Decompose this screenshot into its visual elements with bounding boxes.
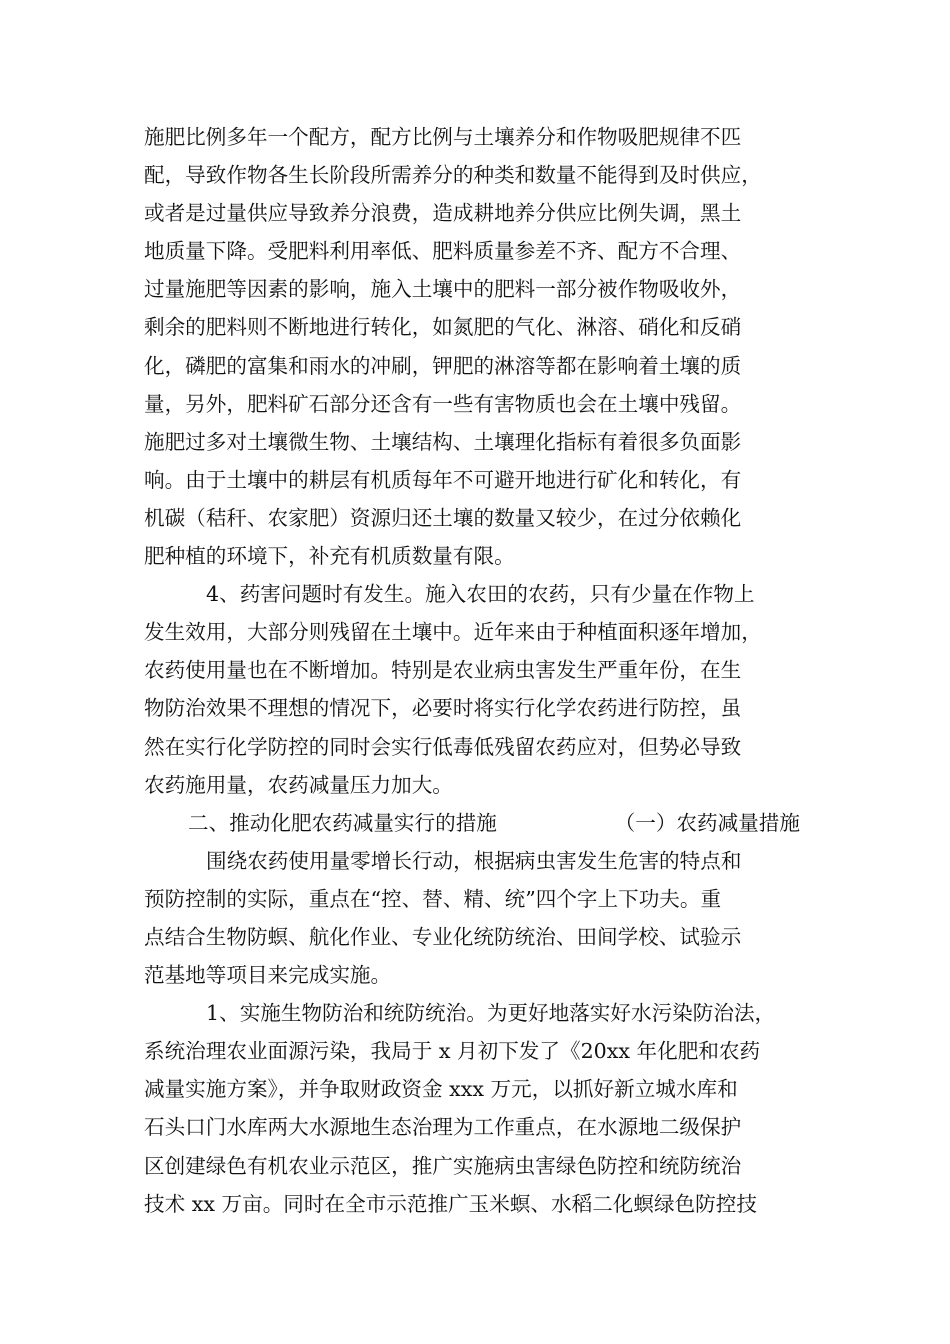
text-line: 然在实行化学防控的同时会实行低毒低残留农药应对，但势必导致 [144,734,742,759]
document-body [144,118,824,1223]
text-line: 量，另外，肥料矿石部分还含有一些有害物质也会在土壤中残留。 [144,391,742,416]
text-line: 点结合生物防螟、航化作业、专业化统防统治、田间学校、试验示 [144,924,742,949]
text-line: 物防治效果不理想的情况下，必要时将实行化学农药进行防控，虽 [144,696,742,721]
text-line: 施肥过多对土壤微生物、土壤结构、土壤理化指标有着很多负面影 [144,429,742,454]
text-line: 系统治理农业面源污染，我局于 x 月初下发了《20xx 年化肥和农药 [144,1039,761,1064]
section-heading-line [144,804,824,842]
text-line: 农药施用量，农药减量压力加大。 [144,772,453,797]
text-line: 机碳（秸秆、农家肥）资源归还土壤的数量又较少，在过分依赖化 [144,505,742,530]
text-line: 范基地等项目来完成实施。 [144,963,392,988]
text-line: 发生效用，大部分则残留在土壤中。近年来由于种植面积逐年增加， [144,620,762,645]
text-line: 技术 xx 万亩。同时在全市示范推广玉米螟、水稻二化螟绿色防控技 [144,1191,757,1216]
text-line: 或者是过量供应导致养分浪费，造成耕地养分供应比例失调，黑土 [144,201,742,226]
section-heading: 二、推动化肥农药减量实行的措施 [188,810,497,835]
paragraph-first-line: 4、药害问题时有发生。施入农田的农药，只有少量在作物上 [206,582,755,607]
text-line: 过量施肥等因素的影响，施入土壤中的肥料一部分被作物吸收外， [144,277,742,302]
text-line: 剩余的肥料则不断地进行转化，如氮肥的气化、淋溶、硝化和反硝 [144,315,742,340]
text-line: 地质量下降。受肥料利用率低、肥料质量参差不齐、配方不合理、 [144,239,742,264]
subsection-heading: （一）农药减量措施 [614,810,800,835]
text-line: 施肥比例多年一个配方，配方比例与土壤养分和作物吸肥规律不匹 [144,125,742,149]
text-line: 减量实施方案》，并争取财政资金 xxx 万元，以抓好新立城水库和 [144,1077,738,1102]
paragraph-first-line: 围绕农药使用量零增长行动，根据病虫害发生危害的特点和 [206,848,742,873]
text-line: 肥种植的环境下，补充有机质数量有限。 [144,544,515,569]
text-line: 配，导致作物各生长阶段所需养分的种类和数量不能得到及时供应， [144,163,762,188]
text-line: 响。由于土壤中的耕层有机质每年不可避开地进行矿化和转化，有 [144,467,742,492]
text-line: 化，磷肥的富集和雨水的冲刷，钾肥的淋溶等都在影响着土壤的质 [144,353,742,378]
text-line: 农药使用量也在不断增加。特别是农业病虫害发生严重年份，在生 [144,658,742,683]
paragraph-first-line: 1、实施生物防治和统防统治。为更好地落实好水污染防治法， [206,1001,776,1026]
text-line: 区创建绿色有机农业示范区，推广实施病虫害绿色防控和统防统治 [144,1153,742,1178]
text-line: 石头口门水库两大水源地生态治理为工作重点，在水源地二级保护 [144,1115,742,1140]
text-line: 预防控制的实际，重点在“控、替、精、统”四个字上下功夫。重 [144,886,722,911]
